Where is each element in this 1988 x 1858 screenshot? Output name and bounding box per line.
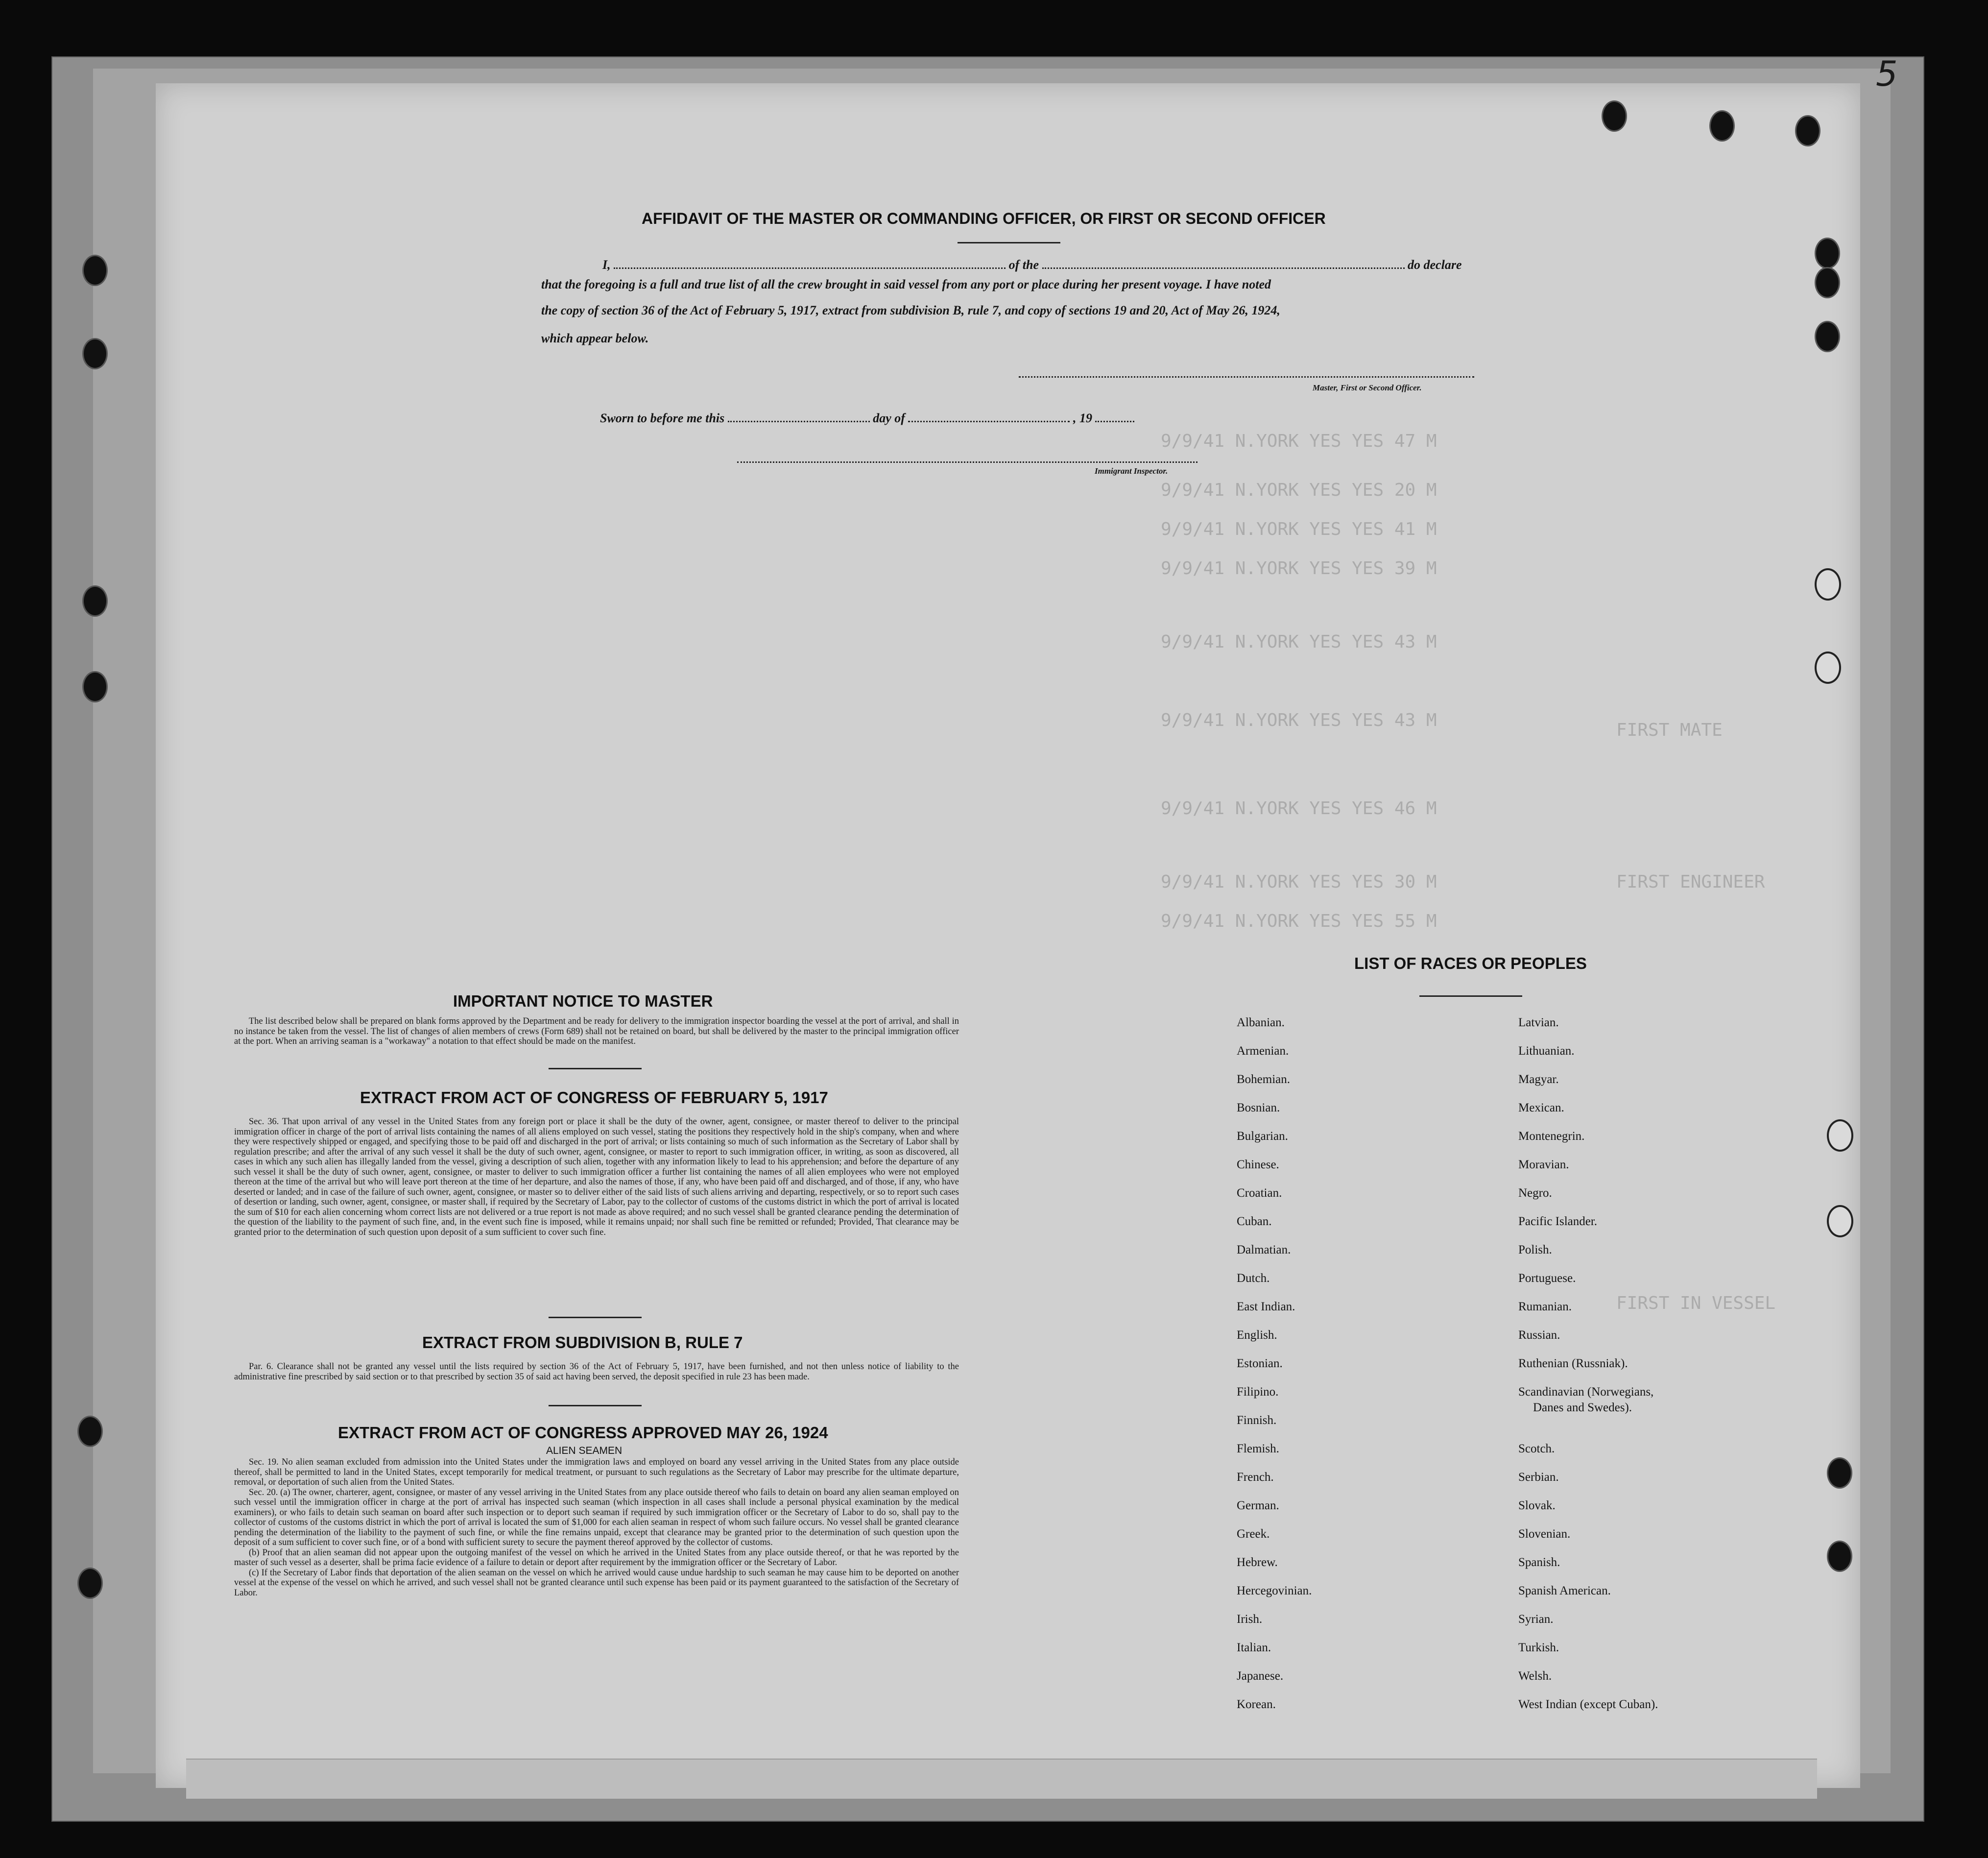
races-title: LIST OF RACES OR PEOPLES bbox=[1354, 954, 1587, 972]
binding-hole-icon bbox=[1602, 100, 1627, 132]
race-item: Lithuanian. bbox=[1518, 1044, 1575, 1058]
race-item: Ruthenian (Russniak). bbox=[1518, 1357, 1628, 1370]
binding-hole-icon bbox=[82, 585, 108, 617]
race-item: Slovenian. bbox=[1518, 1527, 1571, 1541]
sheet-number: 5 bbox=[1876, 54, 1898, 94]
race-item: East Indian. bbox=[1237, 1300, 1295, 1313]
race-item: Italian. bbox=[1237, 1641, 1271, 1654]
extract-rule7-title: EXTRACT FROM SUBDIVISION B, RULE 7 bbox=[422, 1333, 743, 1351]
race-item: Pacific Islander. bbox=[1518, 1215, 1598, 1228]
notice-text bbox=[234, 1016, 959, 1047]
race-item: Chinese. bbox=[1237, 1158, 1279, 1171]
affidavit-title: AFFIDAVIT OF THE MASTER OR COMMANDING OFFICER, OR FIRST OR SECOND OFFICER bbox=[642, 210, 1326, 227]
race-item: Negro. bbox=[1518, 1186, 1552, 1200]
race-item: Japanese. bbox=[1237, 1669, 1284, 1683]
race-item: Bosnian. bbox=[1237, 1101, 1280, 1114]
notice-paragraph: The list described below shall be prepared on blank forms approved by the Department and be ready for delivery to the immigration inspector boarding the vessel at the port of arrival, and shall in no instance be taken from the vessel. The list of changes of alien members of crews (Form 689) shall not be retained on board, but shall be delivered by the master to the principal immigration officer at the port. When an arriving seaman is a "workaway" a notation to that effect should be made on the manifest. bbox=[234, 1016, 959, 1046]
extract-rule7-text bbox=[234, 1362, 959, 1382]
race-item: Scandinavian (Norwegians, bbox=[1518, 1385, 1654, 1399]
race-item: Filipino. bbox=[1237, 1385, 1279, 1399]
race-item: Spanish American. bbox=[1518, 1584, 1611, 1597]
race-item: Armenian. bbox=[1237, 1044, 1289, 1058]
bleed-through-row: 9/9/41 N.YORK YES YES 41 M bbox=[1161, 519, 1437, 539]
binding-hole-icon bbox=[1827, 1541, 1852, 1572]
race-item: Polish. bbox=[1518, 1243, 1552, 1256]
notice-title: IMPORTANT NOTICE TO MASTER bbox=[453, 992, 713, 1010]
sworn-month-blank[interactable] bbox=[908, 421, 1070, 422]
binding-hole-icon bbox=[1827, 1205, 1853, 1237]
race-item: English. bbox=[1237, 1328, 1277, 1342]
race-item: Montenegrin. bbox=[1518, 1130, 1585, 1143]
race-item: Magyar. bbox=[1518, 1073, 1559, 1086]
race-item: Danes and Swedes). bbox=[1533, 1401, 1632, 1414]
binding-hole-icon bbox=[77, 1568, 103, 1599]
race-item: Moravian. bbox=[1518, 1158, 1569, 1171]
bleed-through-row: FIRST IN VESSEL bbox=[1616, 1293, 1776, 1313]
race-item: Spanish. bbox=[1518, 1556, 1560, 1569]
affidavit-line-3: the copy of section 36 of the Act of February 5, 1917, extract from subdivision B, rule 7, and copy of sections 19 and 20, Act of May 26, 1924, bbox=[541, 303, 1280, 317]
page-bottom-strip bbox=[186, 1759, 1817, 1799]
inspector-signature-line[interactable] bbox=[737, 461, 1198, 463]
affidavit-line-1 bbox=[602, 256, 1484, 274]
extract-1924-sec20c: (c) If the Secretary of Labor finds that deportation of the alien seaman on the vessel on which he arrived would cause undue hardship to such seaman he may cause him to be deported on another vessel at the expense of the vessel on which he arrived, and such vessel shall not be granted clearance until such expense has been paid or its payment guaranteed to the satisfaction of the Secretary of Labor. bbox=[234, 1568, 959, 1598]
race-item: Rumanian. bbox=[1518, 1300, 1572, 1313]
binding-hole-icon bbox=[1815, 321, 1840, 352]
race-item: Russian. bbox=[1518, 1328, 1560, 1342]
extract-1917-text bbox=[234, 1117, 959, 1237]
race-item: Welsh. bbox=[1518, 1669, 1552, 1683]
sworn-day-blank[interactable] bbox=[728, 421, 870, 422]
extract-1924-sec20b: (b) Proof that an alien seaman did not appear upon the outgoing manifest of the vessel on which he arrived in the United States from any place outside thereof, or that he was reported by the master of such vessel as a deserter, shall be prima facie evidence of a failure to detain or deport after requirement by the immigration officer or the Secretary of Labor. bbox=[234, 1547, 959, 1568]
race-item: Dutch. bbox=[1237, 1272, 1270, 1285]
bleed-through-row: 9/9/41 N.YORK YES YES 30 M bbox=[1161, 872, 1437, 892]
race-item: German. bbox=[1237, 1499, 1279, 1512]
race-item: Portuguese. bbox=[1518, 1272, 1576, 1285]
extract-1924-sec20a: Sec. 20. (a) The owner, charterer, agent, consignee, or master of any vessel arriving in the United States from any place outside thereof who fails to detain on board any alien seaman employed on such vessel until the immigration officer in charge at the port of arrival has inspected such seaman (which inspection in all cases shall include a personal physical examination by the medical examiners), or who fails to detain such seaman on board after such inspection or to deport such seaman if required by such immigration officer or the Secretary of Labor to do so, shall pay to the collector of customs of the customs district in which the port of arrival is located the sum of $1,000 for each alien seaman in respect of whom such failure occurs. No vessel shall be granted clearance pending the determination of the liability to the payment of such fine, or while the fine remains unpaid, except that clearance may be granted prior to the determination of such question upon the deposit of a sum sufficient to cover such fine, or of a bond with sufficient surety to secure the payment thereof approved by the collector of customs. bbox=[234, 1487, 959, 1547]
bleed-through-row: 9/9/41 N.YORK YES YES 43 M bbox=[1161, 632, 1437, 652]
binding-hole-icon bbox=[82, 255, 108, 286]
race-item: Finnish. bbox=[1237, 1414, 1277, 1427]
affidavit-line-1-part-c: do declare bbox=[1408, 258, 1462, 272]
binding-hole-icon bbox=[1815, 652, 1841, 684]
binding-hole-icon bbox=[1827, 1457, 1852, 1489]
race-item: French. bbox=[1237, 1471, 1274, 1484]
extract-1924-text bbox=[234, 1457, 959, 1598]
binding-hole-icon bbox=[1815, 267, 1840, 298]
race-item: Bohemian. bbox=[1237, 1073, 1291, 1086]
race-item: Turkish. bbox=[1518, 1641, 1559, 1654]
binding-hole-icon bbox=[82, 671, 108, 702]
inspector-signature-caption: Immigrant Inspector. bbox=[1095, 466, 1168, 476]
race-item: Latvian. bbox=[1518, 1016, 1559, 1029]
race-item: Syrian. bbox=[1518, 1613, 1554, 1626]
sworn-line bbox=[600, 409, 1134, 428]
binding-hole-icon bbox=[1709, 110, 1735, 142]
sworn-part-c: , 19 bbox=[1073, 411, 1092, 425]
race-item: Scotch. bbox=[1518, 1442, 1555, 1455]
affidavit-title-rule bbox=[958, 242, 1060, 243]
extract-rule7-paragraph: Par. 6. Clearance shall not be granted any vessel until the lists required by section 36 of the Act of February 5, 1917, have been furnished, and not then unless notice of liability to the administrative fine prescribed by said section or to that prescribed by section 35 of said act having been served, the deposit specified in rule 23 has been made. bbox=[234, 1362, 959, 1382]
extract-1924-subtitle: ALIEN SEAMEN bbox=[546, 1445, 623, 1456]
race-item: Cuban. bbox=[1237, 1215, 1272, 1228]
affidavit-name-blank[interactable] bbox=[614, 267, 1006, 269]
extract-1917-title: EXTRACT FROM ACT OF CONGRESS OF FEBRUARY 5, 1917 bbox=[360, 1088, 828, 1107]
race-item: Flemish. bbox=[1237, 1442, 1279, 1455]
bleed-through-row: 9/9/41 N.YORK YES YES 43 M bbox=[1161, 710, 1437, 730]
bleed-through-row: 9/9/41 N.YORK YES YES 55 M bbox=[1161, 911, 1437, 931]
extract-1924-sec19: Sec. 19. No alien seaman excluded from admission into the United States under the immigration laws and employed on board any vessel arriving in the United States from any place outside thereof, shall be permitted to land in the United States, except temporarily for medical treatment, or pursuant to such regulations as the Secretary of Labor may prescribe for the ultimate departure, removal, or deportation of such alien from the United States. bbox=[234, 1457, 959, 1487]
bleed-through-row: 9/9/41 N.YORK YES YES 47 M bbox=[1161, 431, 1437, 451]
race-item: Irish. bbox=[1237, 1613, 1263, 1626]
extract-rule7-rule bbox=[549, 1405, 642, 1406]
sworn-part-b: day of bbox=[873, 411, 905, 425]
race-item: Korean. bbox=[1237, 1698, 1276, 1711]
affidavit-vessel-blank[interactable] bbox=[1042, 267, 1405, 269]
race-item: Serbian. bbox=[1518, 1471, 1559, 1484]
binding-hole-icon bbox=[1815, 238, 1840, 269]
race-item: Dalmatian. bbox=[1237, 1243, 1291, 1256]
races-title-rule bbox=[1419, 995, 1522, 997]
race-item: West Indian (except Cuban). bbox=[1518, 1698, 1658, 1711]
master-signature-caption: Master, First or Second Officer. bbox=[1313, 383, 1422, 392]
bleed-through-row: 9/9/41 N.YORK YES YES 39 M bbox=[1161, 558, 1437, 579]
affidavit-line-2: that the foregoing is a full and true list of all the crew brought in said vessel from any port or place during her present voyage. I have noted bbox=[541, 277, 1271, 291]
binding-hole-icon bbox=[82, 338, 108, 369]
bleed-through-row: FIRST ENGINEER bbox=[1616, 872, 1765, 892]
bleed-through-row: 9/9/41 N.YORK YES YES 20 M bbox=[1161, 480, 1437, 500]
binding-hole-icon bbox=[1827, 1119, 1853, 1152]
affidavit-line-4: which appear below. bbox=[541, 331, 649, 345]
race-item: Albanian. bbox=[1237, 1016, 1285, 1029]
binding-hole-icon bbox=[1795, 115, 1820, 146]
affidavit-line-1-part-b: of the bbox=[1008, 258, 1039, 272]
race-item: Croatian. bbox=[1237, 1186, 1282, 1200]
extract-1917-rule bbox=[549, 1317, 642, 1318]
affidavit-line-1-part-a: I, bbox=[602, 258, 611, 272]
race-item: Greek. bbox=[1237, 1527, 1270, 1541]
race-item: Hebrew. bbox=[1237, 1556, 1278, 1569]
master-signature-line[interactable] bbox=[1019, 376, 1474, 378]
race-item: Bulgarian. bbox=[1237, 1130, 1288, 1143]
race-item: Estonian. bbox=[1237, 1357, 1283, 1370]
binding-hole-icon bbox=[1815, 568, 1841, 601]
binding-hole-icon bbox=[77, 1416, 103, 1447]
race-item: Hercegovinian. bbox=[1237, 1584, 1312, 1597]
sworn-part-a: Sworn to before me this bbox=[600, 411, 725, 425]
race-item: Slovak. bbox=[1518, 1499, 1556, 1512]
extract-1917-paragraph: Sec. 36. That upon arrival of any vessel in the United States from any foreign port or place it shall be the duty of the owner, agent, consignee, or master thereof to deliver to the principal immigration officer in charge of the port of arrival lists containing the names of all aliens employed on such vessel, stating the positions they respectively hold in the ship's company, when and where they were respectively shipped or engaged, and specifying those to be paid off and discharged in the port of arrival; or lists containing so much of such information as the Secretary of Labor shall by regulation prescribe; and after the arrival of any such vessel it shall be the duty of such owner, agent, consignee, or master to report to such immigration officer, in writing, as soon as discovered, all cases in which any such alien has illegally landed from the vessel, giving a description of such alien, together with any information likely to lead to his apprehension; and before the departure of any such vessel it shall be the duty of such owner, agent, consignee, or master to deliver to such immigration officer a further list containing the names of all alien employees who were not employed thereon at the time of the arrival but who will leave port thereon at the time of her departure, and also the names of those, if any, who have been paid off and discharged, and of those, if any, who have deserted or landed; and in case of the failure of such owner, agent, consignee, or master so to deliver either of the said lists of such aliens arriving and departing, respectively, or so to report such cases of desertion or landing, such owner, agent, consignee, or master shall, if required by the Secretary of Labor, pay to the collector of customs of the customs district in which the port of arrival is located the sum of $10 for each alien concerning whom correct lists are not delivered or a true report is not made as above required; and no such vessel shall be granted clearance pending the determination of the question of the liability to the payment of such fine, and, in the event such fine is imposed, while it remains unpaid; nor shall such fine be remitted or refunded; Provided, That clearance may be granted prior to the determination of such question upon deposit of a sum sufficient to cover such fine. bbox=[234, 1117, 959, 1237]
extract-1924-title: EXTRACT FROM ACT OF CONGRESS APPROVED MAY 26, 1924 bbox=[338, 1424, 828, 1442]
bleed-through-row: FIRST MATE bbox=[1616, 720, 1723, 740]
race-item: Mexican. bbox=[1518, 1101, 1564, 1114]
bleed-through-row: 9/9/41 N.YORK YES YES 46 M bbox=[1161, 798, 1437, 819]
sworn-year-blank[interactable] bbox=[1095, 421, 1134, 422]
notice-rule bbox=[549, 1068, 642, 1069]
